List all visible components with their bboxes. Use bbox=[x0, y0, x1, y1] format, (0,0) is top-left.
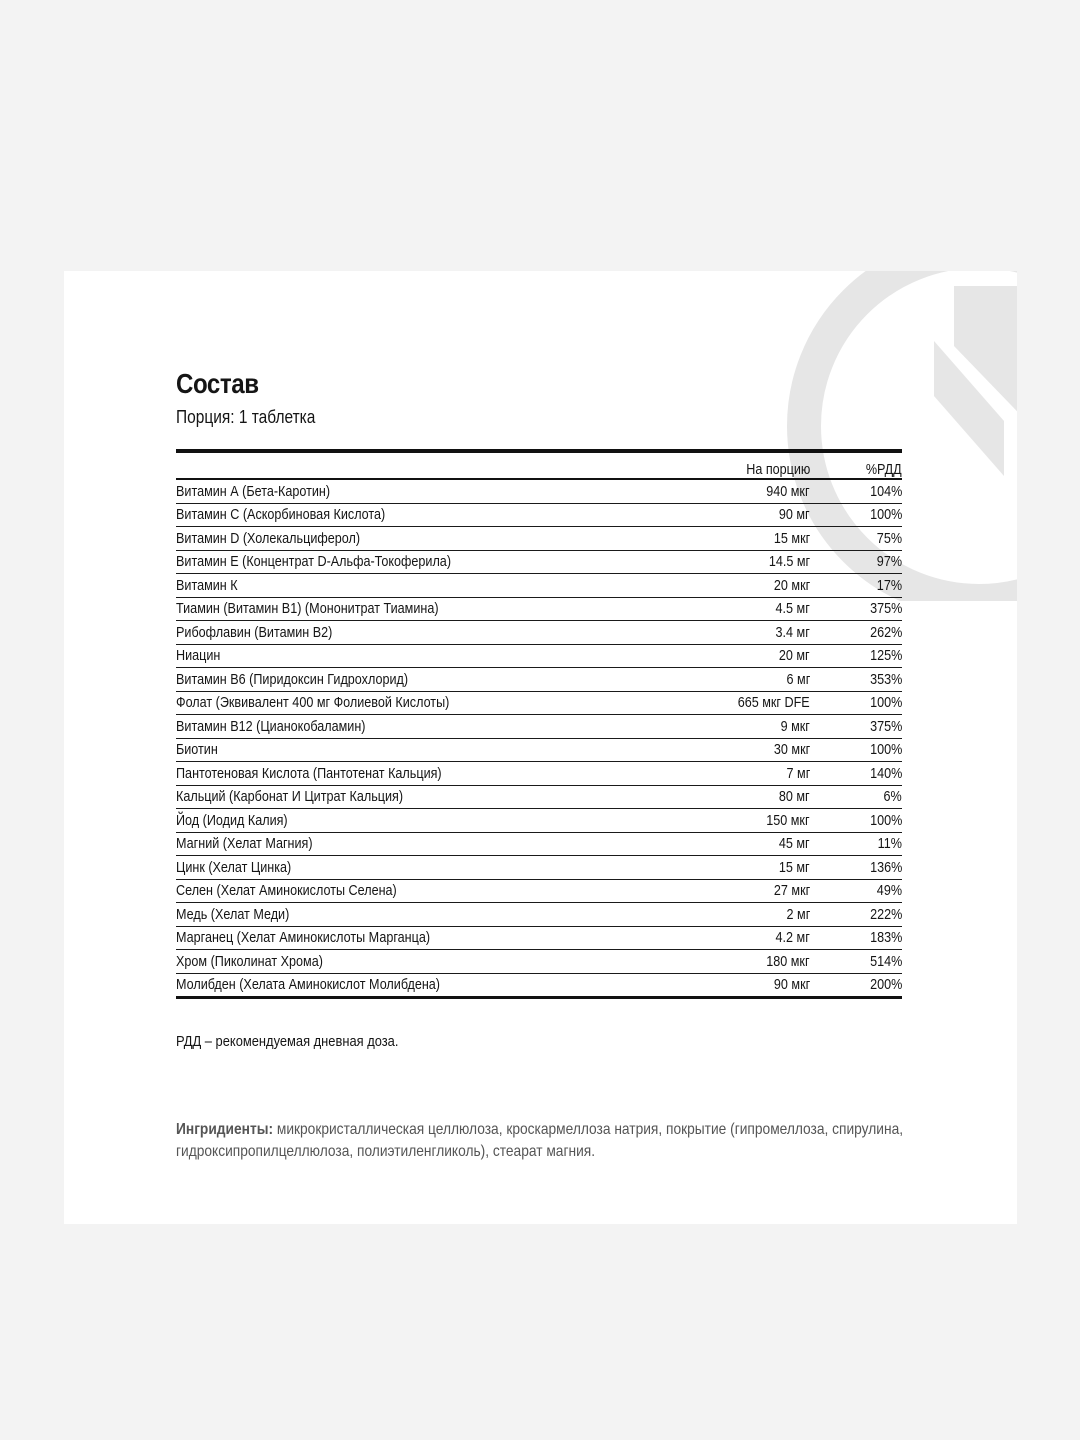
table-row bbox=[176, 504, 902, 528]
nutrition-table bbox=[176, 449, 902, 999]
nutrient-rdd-percent: 353% bbox=[869, 670, 902, 688]
table-row bbox=[176, 974, 902, 1000]
nutrient-amount: 15 мкг bbox=[773, 529, 810, 547]
table-row bbox=[176, 668, 902, 692]
table-row bbox=[176, 480, 902, 504]
nutrient-name: Медь (Хелат Меди) bbox=[176, 905, 290, 923]
nutrient-name: Фолат (Эквивалент 400 мг Фолиевой Кислоты) bbox=[176, 694, 450, 712]
nutrient-rdd-percent: 222% bbox=[869, 905, 902, 923]
nutrient-amount: 150 мкг bbox=[766, 811, 810, 829]
nutrient-rdd-percent: 100% bbox=[869, 741, 902, 759]
table-row bbox=[176, 856, 902, 880]
table-row bbox=[176, 692, 902, 716]
nutrient-rdd-percent: 514% bbox=[869, 952, 902, 970]
ingredients-text bbox=[176, 1119, 916, 1163]
nutrient-amount: 3.4 мг bbox=[775, 623, 810, 641]
nutrient-rdd-percent: 183% bbox=[869, 929, 902, 947]
nutrient-name: Селен (Хелат Аминокислоты Селена) bbox=[176, 882, 397, 900]
table-row bbox=[176, 762, 902, 786]
table-row bbox=[176, 645, 902, 669]
nutrient-rdd-percent: 200% bbox=[869, 976, 902, 994]
nutrient-rdd-percent: 49% bbox=[876, 882, 902, 900]
nutrient-amount: 180 мкг bbox=[766, 952, 810, 970]
nutrient-name: Витамин В6 (Пиридоксин Гидрохлорид) bbox=[176, 670, 409, 688]
nutrient-amount: 7 мг bbox=[786, 764, 810, 782]
nutrient-amount: 2 мг bbox=[786, 905, 810, 923]
nutrient-amount: 15 мг bbox=[779, 858, 810, 876]
nutrient-amount: 80 мг bbox=[779, 788, 810, 806]
nutrient-name: Рибофлавин (Витамин В2) bbox=[176, 623, 333, 641]
nutrient-rdd-percent: 17% bbox=[876, 576, 902, 594]
table-row bbox=[176, 551, 902, 575]
composition-card bbox=[64, 271, 1017, 1224]
nutrient-name: Витамин К bbox=[176, 576, 238, 594]
nutrient-rdd-percent: 375% bbox=[869, 600, 902, 618]
nutrient-rdd-percent: 262% bbox=[869, 623, 902, 641]
nutrient-amount: 9 мкг bbox=[780, 717, 810, 735]
nutrient-rdd-percent: 100% bbox=[869, 506, 902, 524]
nutrient-amount: 4.5 мг bbox=[775, 600, 810, 618]
table-row bbox=[176, 574, 902, 598]
ingredients-list: микрокристаллическая целлюлоза, кроскармеллоза натрия, покрытие (гипромеллоза, спирулина, гидроксипропилцеллюлоза, полиэтиленгликоль), стеарат магния. bbox=[176, 1121, 904, 1160]
table-row bbox=[176, 527, 902, 551]
table-row bbox=[176, 621, 902, 645]
nutrient-rdd-percent: 104% bbox=[869, 482, 902, 500]
nutrient-name: Пантотеновая Кислота (Пантотенат Кальция) bbox=[176, 764, 442, 782]
table-row bbox=[176, 715, 902, 739]
nutrient-name: Цинк (Хелат Цинка) bbox=[176, 858, 292, 876]
nutrient-rdd-percent: 11% bbox=[877, 835, 902, 853]
nutrient-amount: 90 мг bbox=[779, 506, 810, 524]
nutrient-amount: 30 мкг bbox=[773, 741, 810, 759]
nutrient-amount: 45 мг bbox=[779, 835, 810, 853]
header-amount: На порцию bbox=[745, 461, 810, 478]
nutrient-name: Витамин D (Холекальциферол) bbox=[176, 529, 361, 547]
nutrient-name: Йод (Иодид Калия) bbox=[176, 811, 288, 829]
nutrient-amount: 27 мкг bbox=[773, 882, 810, 900]
nutrient-amount: 20 мг bbox=[779, 647, 810, 665]
nutrient-name: Молибден (Хелата Аминокислот Молибдена) bbox=[176, 976, 440, 994]
rdd-note: РДД – рекомендуемая дневная доза. bbox=[176, 1033, 399, 1050]
nutrient-name: Витамин С (Аскорбиновая Кислота) bbox=[176, 506, 386, 524]
nutrient-name: Марганец (Хелат Аминокислоты Марганца) bbox=[176, 929, 431, 947]
nutrient-amount: 4.2 мг bbox=[775, 929, 810, 947]
nutrient-rdd-percent: 6% bbox=[883, 788, 902, 806]
nutrient-rdd-percent: 140% bbox=[869, 764, 902, 782]
composition-section bbox=[176, 367, 904, 1050]
nutrient-amount: 940 мкг bbox=[766, 482, 810, 500]
table-row bbox=[176, 903, 902, 927]
nutrient-name: Витамин А (Бета-Каротин) bbox=[176, 482, 331, 500]
nutrient-rdd-percent: 100% bbox=[869, 811, 902, 829]
portion-size: Порция: 1 таблетка bbox=[176, 407, 316, 427]
table-row bbox=[176, 739, 902, 763]
nutrient-rdd-percent: 375% bbox=[869, 717, 902, 735]
nutrient-amount: 665 мкг DFE bbox=[737, 694, 810, 712]
table-row bbox=[176, 809, 902, 833]
table-header bbox=[176, 453, 902, 480]
page-title: Состав bbox=[176, 368, 259, 399]
nutrient-rdd-percent: 100% bbox=[869, 694, 902, 712]
nutrient-amount: 14.5 мг bbox=[768, 553, 810, 571]
nutrient-name: Кальций (Карбонат И Цитрат Кальция) bbox=[176, 788, 404, 806]
nutrient-name: Магний (Хелат Магния) bbox=[176, 835, 313, 853]
table-row bbox=[176, 927, 902, 951]
nutrient-name: Витамин В12 (Цианокобаламин) bbox=[176, 717, 366, 735]
table-row bbox=[176, 880, 902, 904]
nutrient-rdd-percent: 75% bbox=[876, 529, 902, 547]
nutrient-amount: 90 мкг bbox=[773, 976, 810, 994]
nutrient-rdd-percent: 97% bbox=[876, 553, 902, 571]
table-body bbox=[176, 480, 902, 999]
nutrient-rdd-percent: 125% bbox=[869, 647, 902, 665]
nutrient-name: Тиамин (Витамин В1) (Мононитрат Тиамина) bbox=[176, 600, 439, 618]
table-row bbox=[176, 598, 902, 622]
table-row bbox=[176, 786, 902, 810]
nutrient-amount: 20 мкг bbox=[773, 576, 810, 594]
nutrient-amount: 6 мг bbox=[786, 670, 810, 688]
nutrient-name: Витамин Е (Концентрат D-Альфа-Токоферила) bbox=[176, 553, 452, 571]
nutrient-name: Ниацин bbox=[176, 647, 221, 665]
nutrient-rdd-percent: 136% bbox=[869, 858, 902, 876]
table-row bbox=[176, 950, 902, 974]
header-name bbox=[176, 461, 656, 478]
nutrient-name: Хром (Пиколинат Хрома) bbox=[176, 952, 323, 970]
header-pct: %РДД bbox=[866, 461, 902, 478]
ingredients-label: Ингридиенты: bbox=[176, 1121, 274, 1138]
table-row bbox=[176, 833, 902, 857]
nutrient-name: Биотин bbox=[176, 741, 218, 759]
